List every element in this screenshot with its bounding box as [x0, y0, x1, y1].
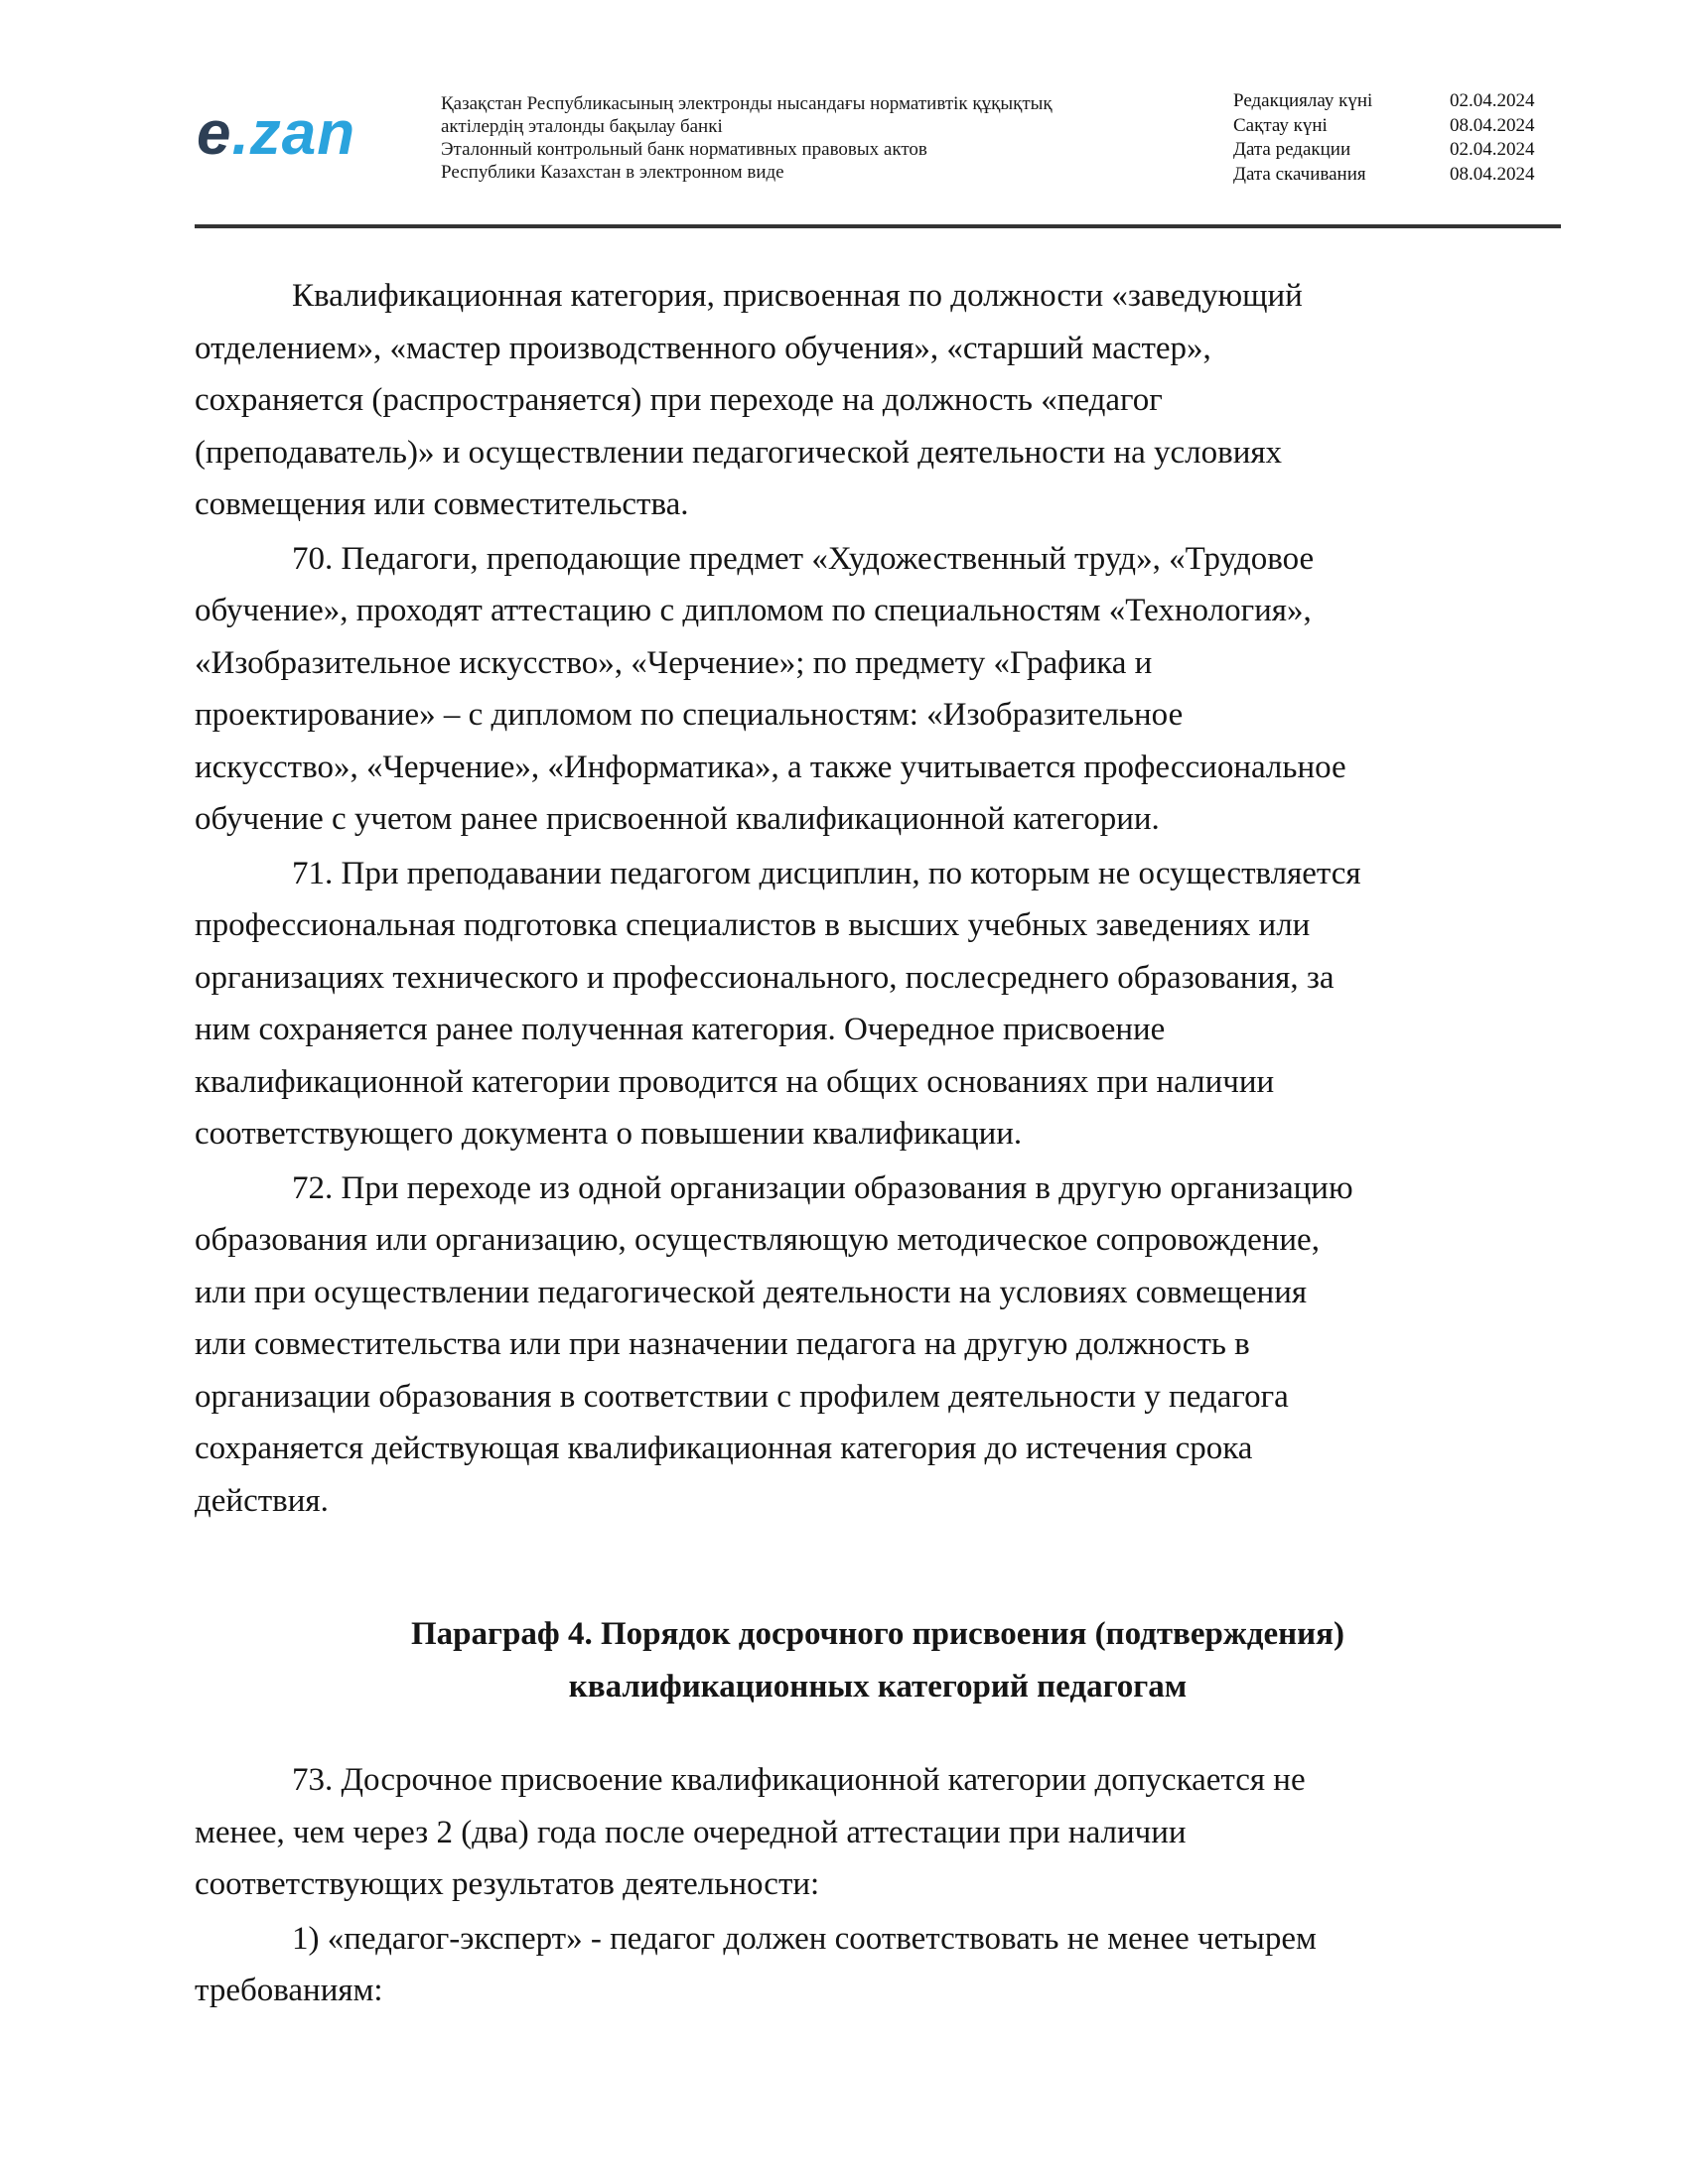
- meta-value: 02.04.2024: [1450, 139, 1535, 160]
- meta-row: [1233, 114, 1559, 139]
- text-line: или совместительства или при назначении педагога на другую должность в: [195, 1326, 1250, 1362]
- meta-label: Сақтау күні: [1233, 114, 1328, 136]
- meta-row: [1233, 163, 1559, 188]
- header-description-line: актілердің эталонды бақылау банкі: [441, 116, 723, 137]
- text-line: совмещения или совместительства.: [195, 486, 689, 522]
- paragraph-73: [195, 1754, 1561, 1911]
- text-line: организации образования в соответствии с профилем деятельности у педагога: [195, 1378, 1289, 1415]
- text-line: требованиям:: [195, 1973, 383, 2008]
- text-line: соответствующих результатов деятельности:: [195, 1866, 820, 1902]
- meta-row: [1233, 138, 1559, 163]
- text-line: 73. Досрочное присвоение квалификационной категории допускается не: [292, 1762, 1306, 1798]
- paragraph-category-retention: [195, 270, 1561, 531]
- meta-value: 02.04.2024: [1450, 90, 1535, 111]
- header-meta: [1233, 89, 1559, 187]
- logo-e: e: [197, 99, 232, 168]
- paragraph-72: [195, 1162, 1561, 1528]
- paragraph-70: [195, 533, 1561, 846]
- text-line: обучение», проходят аттестацию с дипломом по специальностям «Технология»,: [195, 593, 1312, 628]
- text-line: отделением», «мастер производственного обучения», «старший мастер»,: [195, 330, 1211, 366]
- header-description-line: Қазақстан Республикасының электронды нысандағы нормативтік құқықтық: [441, 93, 1053, 114]
- text-line: «Изобразительное искусство», «Черчение»; по предмету «Графика и: [195, 644, 1153, 681]
- text-line: профессиональная подготовка специалистов в высших учебных заведениях или: [195, 907, 1311, 943]
- header-description: [441, 92, 1196, 184]
- heading-line: Параграф 4. Порядок досрочного присвоения (подтверждения): [411, 1616, 1344, 1652]
- meta-value: 08.04.2024: [1450, 114, 1535, 136]
- text-line: ним сохраняется ранее полученная категория. Очередное присвоение: [195, 1012, 1166, 1047]
- text-line: 70. Педагоги, преподающие предмет «Художественный труд», «Трудовое: [292, 540, 1315, 577]
- text-line: сохраняется действующая квалификационная категория до истечения срока: [195, 1431, 1253, 1466]
- meta-row: [1233, 89, 1559, 114]
- text-line: квалификационной категории проводится на общих основаниях при наличии: [195, 1063, 1275, 1100]
- text-line: действия.: [195, 1482, 329, 1519]
- text-line: менее, чем через 2 (два) года после очередной аттестации при наличии: [195, 1814, 1187, 1850]
- text-line: образования или организацию, осуществляющую методическое сопровождение,: [195, 1222, 1320, 1258]
- paragraph-71: [195, 848, 1561, 1160]
- text-line: (преподаватель)» и осуществлении педагогической деятельности на условиях: [195, 434, 1283, 471]
- text-line: соответствующего документа о повышении квалификации.: [195, 1116, 1023, 1152]
- text-line: сохраняется (распространяется) при переходе на должность «педагог: [195, 382, 1163, 418]
- logo-zan: .zan: [231, 99, 356, 168]
- meta-value: 08.04.2024: [1450, 163, 1535, 185]
- meta-label: Дата скачивания: [1233, 163, 1366, 185]
- text-line: организациях технического и профессионального, послесреднего образования, за: [195, 959, 1335, 996]
- text-line: искусство», «Черчение», «Информатика», а также учитывается профессиональное: [195, 749, 1346, 785]
- header-divider: [195, 224, 1561, 228]
- text-line: 72. При переходе из одной организации образования в другую организацию: [292, 1169, 1353, 1206]
- section-heading: [195, 1608, 1561, 1712]
- text-line: проектирование» – с дипломом по специальностям: «Изобразительное: [195, 697, 1184, 733]
- text-line: обучение с учетом ранее присвоенной квалификационной категории.: [195, 801, 1160, 837]
- header-description-line: Республики Казахстан в электронном виде: [441, 162, 784, 183]
- heading-line: квалификационных категорий педагогам: [568, 1668, 1188, 1705]
- meta-label: Дата редакции: [1233, 139, 1351, 160]
- meta-label: Редакциялау күні: [1233, 90, 1373, 111]
- text-line: Квалификационная категория, присвоенная по должности «заведующий: [292, 278, 1303, 314]
- document-header: [0, 0, 1688, 230]
- text-line: 1) «педагог-эксперт» - педагог должен соответствовать не менее четырем: [292, 1920, 1317, 1957]
- header-description-line: Эталонный контрольный банк нормативных правовых актов: [441, 139, 927, 160]
- paragraph-73-item-1: [195, 1913, 1561, 2017]
- ezan-logo: [197, 99, 355, 169]
- text-line: 71. При преподавании педагогом дисциплин, по которым не осуществляется: [292, 855, 1361, 891]
- text-line: или при осуществлении педагогической деятельности на условиях совмещения: [195, 1274, 1308, 1310]
- document-body: [195, 270, 1561, 2019]
